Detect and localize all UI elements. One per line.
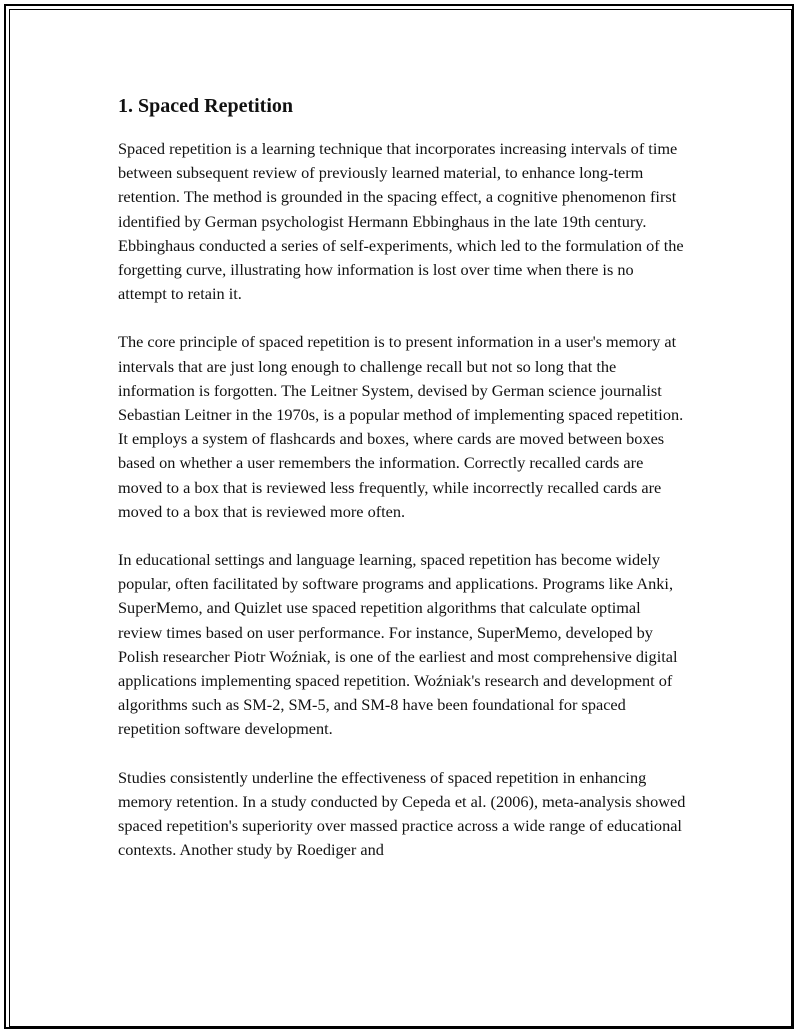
paragraph-leitner-system: The core principle of spaced repetition is to present information in a user's memory at intervals that are just long enough to challenge recall but not so long that the information is forgotten. The Leitner System, devised by German science journalist Sebastian Leitner in the 1970s, is a popular method of implementing spaced repetition. It employs a system of flashcards and boxes, where cards are moved between boxes based on whether a user remembers the information. Correctly recalled cards are moved to a box that is reviewed less frequently, while incorrectly recalled cards are moved to a box that is reviewed more often. [118,332,684,521]
paragraph-studies: Studies consistently underline the effectiveness of spaced repetition in enhancing memory retention. In a study conducted by Cepeda et al. (2006), meta-analysis showed spaced repetition's superiority over massed practice across a wide range of educational contexts. Another study by Roediger and [118,767,686,860]
section-heading: 1. Spaced Repetition [118,95,293,117]
document-body [118,92,686,886]
paragraph-spaced-repetition-intro: Spaced repetition is a learning technique that incorporates increasing intervals of time between subsequent review of previously learned material, to enhance long-term retention. The method is grounded in the spacing effect, a cognitive phenomenon first identified by German psychologist Hermann Ebbinghaus in the late 19th century. Ebbinghaus conducted a series of self-experiments, which led to the formulation of the forgetting curve, illustrating how information is lost over time when there is no attempt to retain it. [118,139,684,304]
paragraph-software-applications: In educational settings and language learning, spaced repetition has become widely popular, often facilitated by software programs and applications. Programs like Anki, SuperMemo, and Quizlet use spaced repetition algorithms that calculate optimal review times based on user performance. For instance, SuperMemo, developed by Polish researcher Piotr Woźniak, is one of the earliest and most comprehensive digital applications implementing spaced repetition. Woźniak's research and development of algorithms such as SM-2, SM-5, and SM-8 have been foundational for spaced repetition software development. [118,550,678,739]
